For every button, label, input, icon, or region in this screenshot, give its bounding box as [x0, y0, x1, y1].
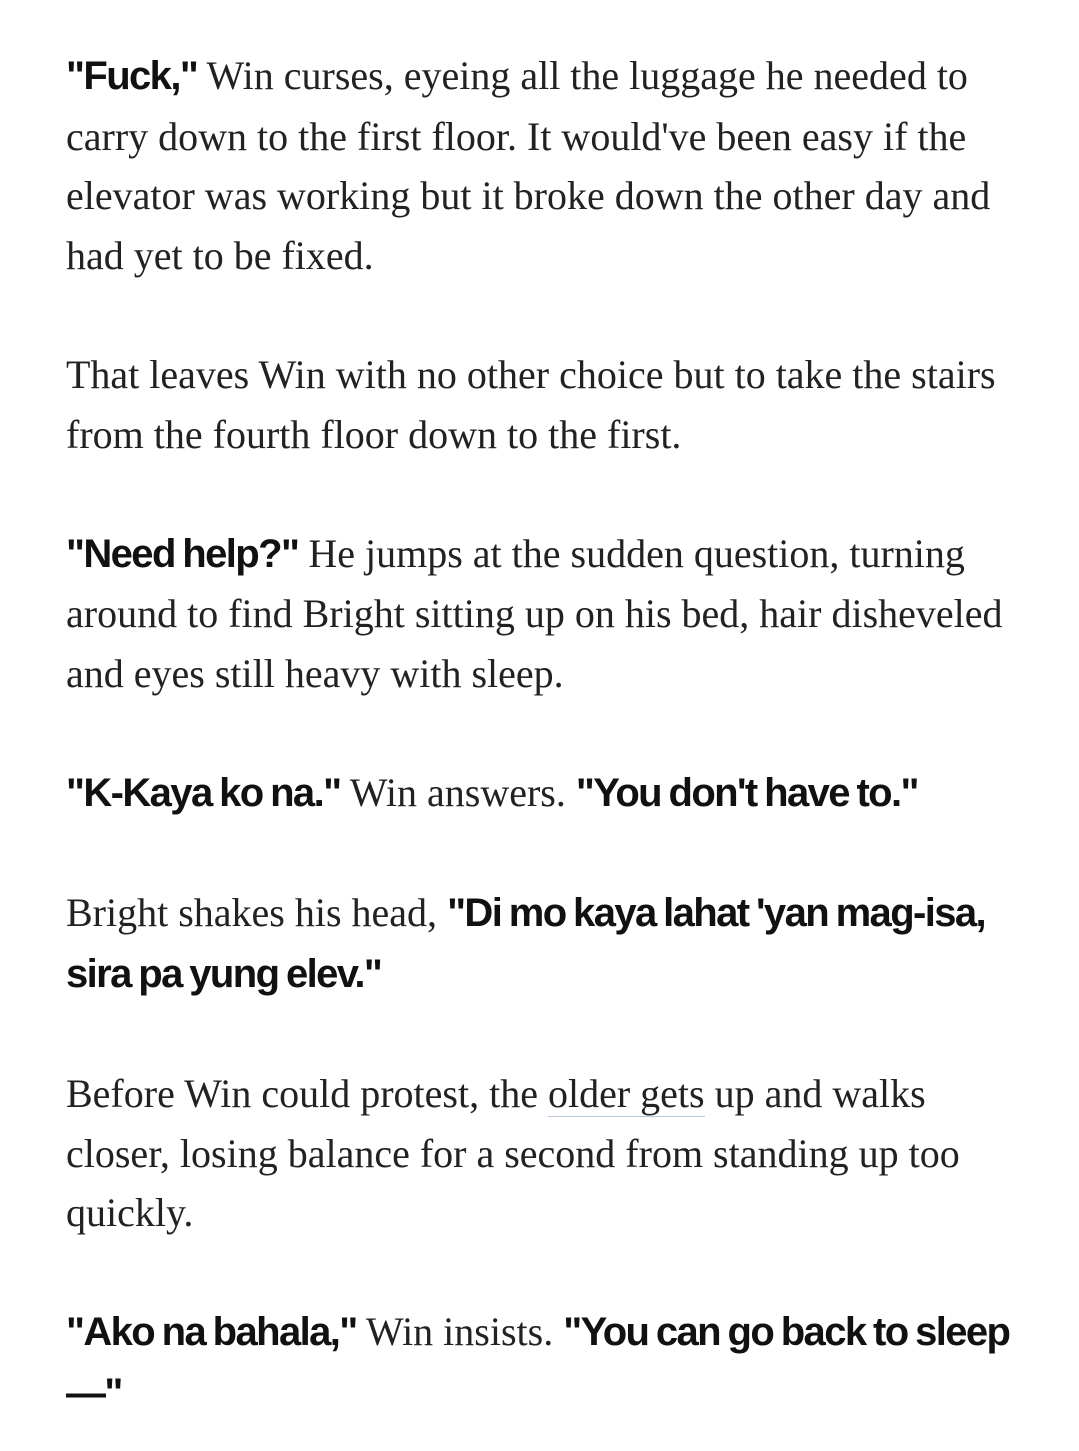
story-paragraph-5: [66, 883, 1039, 1004]
dialogue-text: "Di mo kaya lahat 'yan mag-isa, sira pa yung elev.": [66, 891, 986, 996]
narration-text: He jumps at the sudden question, turning around to find Bright sitting up on his bed, hair disheveled and eyes still heavy with sleep.: [66, 530, 1003, 696]
inline-comment-link[interactable]: older gets: [547, 1071, 705, 1117]
dialogue-text: "Need help?": [66, 531, 299, 576]
story-paragraph-4: [66, 763, 1039, 824]
story-paragraph-3: [66, 524, 1039, 704]
narration-text: Before Win could protest, the: [66, 1071, 548, 1117]
narration-text: up and walks closer, losing balance for a second from standing up too quickly.: [66, 1071, 960, 1236]
story-paragraph-1: [66, 46, 1039, 285]
narration-text: Win insists.: [356, 1309, 564, 1355]
dialogue-text: "You can go back to sleep—": [66, 1310, 1010, 1416]
narration-text: Bright shakes his head,: [66, 890, 448, 936]
narration-text: Win answers.: [340, 770, 576, 816]
story-paragraph-7: [66, 1302, 1039, 1423]
story-paragraph-6: [66, 1064, 1039, 1243]
story-paragraph-2: [66, 345, 1039, 464]
narration-text: That leaves Win with no other choice but to take the stairs from the fourth floor down to the first.: [66, 351, 996, 457]
dialogue-text: "K-Kaya ko na.": [66, 771, 341, 816]
dialogue-text: "Fuck,": [66, 54, 198, 98]
dialogue-text: "You don't have to.": [575, 771, 918, 816]
dialogue-text: "Ako na bahala,": [66, 1310, 357, 1355]
narration-text: Win curses, eyeing all the luggage he needed to carry down to the first floor. It would've been easy if the elevator was working but it broke down the other day and had yet to be fixed.: [66, 53, 991, 278]
